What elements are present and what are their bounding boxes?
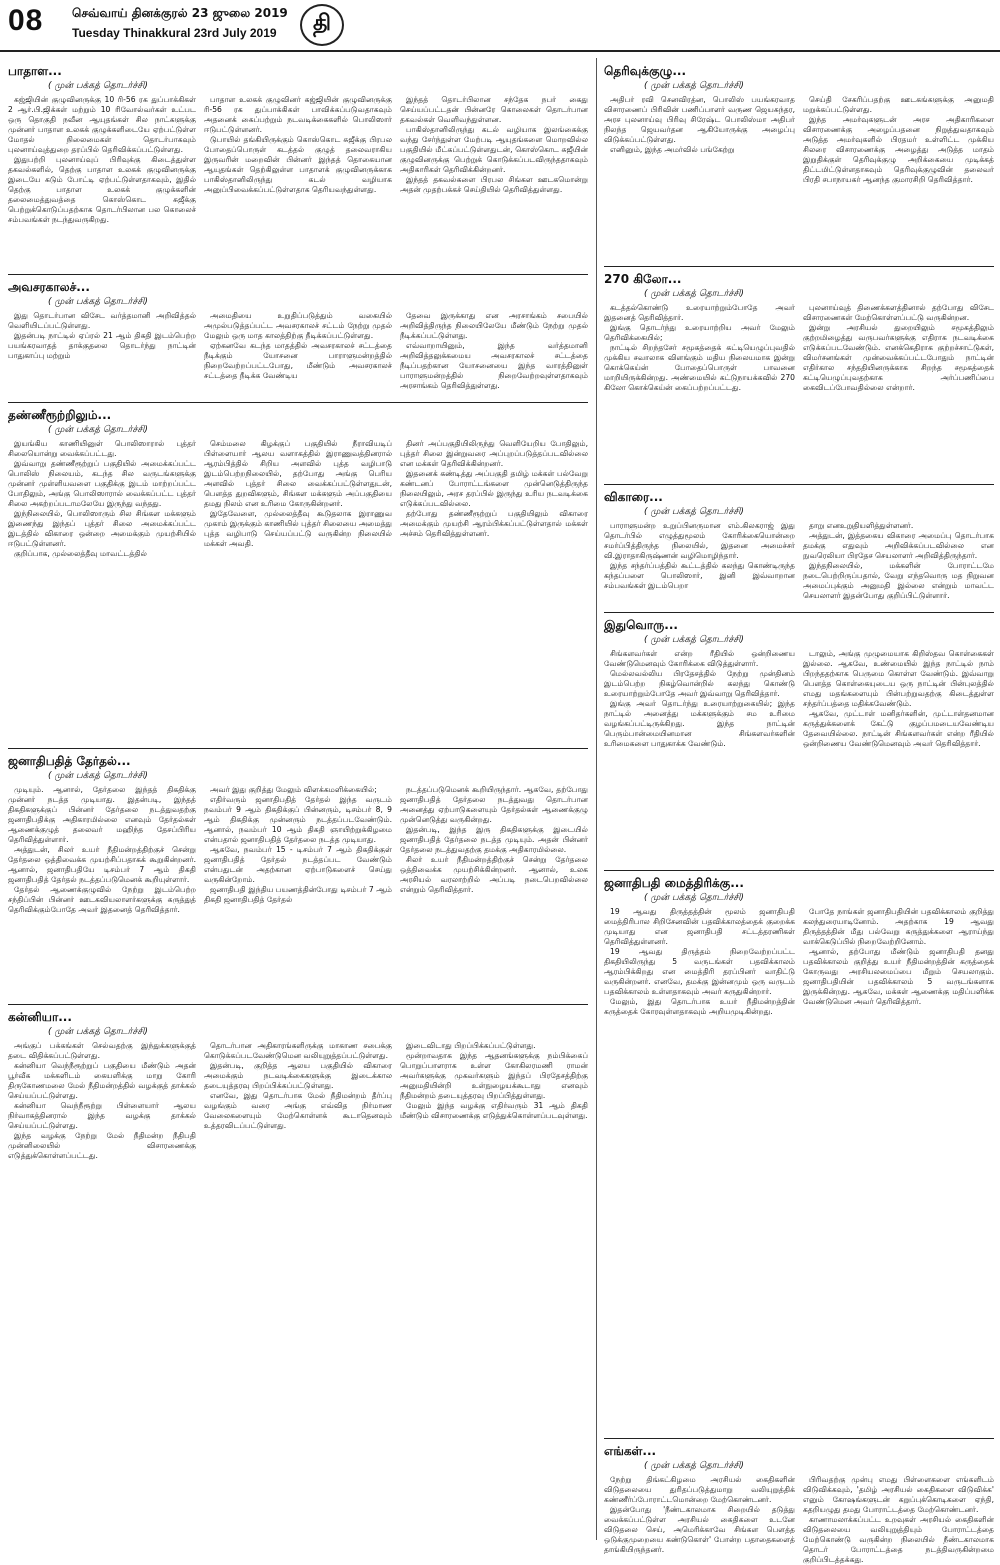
article-column <box>8 785 196 915</box>
article-kanniya <box>8 1008 588 1538</box>
article-column <box>803 521 994 601</box>
article-column <box>803 1475 994 1565</box>
article-paragraph: மெல்லவல்லிய பிரதேசத்தில் நேற்று முன்தினம் இடம்பெற்ற நிகழ்வொன்றில் கலந்து கொண்டு உரையாற்றும்போதே அவர் இவ்வாறு தெரிவித்தார். <box>604 669 795 699</box>
article-column <box>204 785 392 915</box>
article-paragraph: இந்த வழக்கு நேற்று மேல் நீதிமன்ற நீதிபதி முன்னிலையில் விசாரணைக்கு எடுத்துக்கொள்ளப்பட்டது. <box>8 1131 196 1161</box>
article-column <box>604 303 795 393</box>
article-paragraph: இங்கு தொடர்ந்து உரையாற்றிய அவர் மேலும் தெரிவிக்கையில்; <box>604 323 795 343</box>
article-column <box>803 649 994 749</box>
article-paragraph: முடியும். ஆனால், தேர்தலை இந்தத் திகதிக்கு முன்னர் நடத்த முடியாது. இதன்படி, இந்தத் திகதிகளுக்குப் பின்னர் தேர்தலை நடத்துவதற்கு ஜனாதிபதிக்கு அதிகாரமில்லை எனவும் தேர்தல்கள் ஆணைக்குழுத் தலைவர் மஹிந்த தேசப்பிரிய தெரிவித்துள்ளார். <box>8 785 196 845</box>
article-column <box>204 1041 392 1161</box>
article-column <box>803 95 994 185</box>
article-vikarai <box>604 488 994 608</box>
article-ithuvoru <box>604 616 994 866</box>
article-paragraph: கஜ்ஜியின் குழுவினருக்கு 10 ரி-56 ரக துப்பாக்கிகள் 2 ஆர்.பி.ஜிக்கள் மற்றும் 10 ரிவோல்வர்கள் உட்பட ஒரு தொகுதி நவீன ஆயுதங்கள் சில நாட்களுக்கு முன்னர் பாதாள உலகக் குழுக்களிடையே ஏற்பட்டுள்ள மோதல் நிலைமைகள் தொடர்பாகவும் புலனாய்வுத்துறை தரப்பில் தெரிவிக்கப்பட்டுள்ளது. <box>8 95 196 155</box>
article-columns <box>8 1041 588 1161</box>
article-paragraph: இதன்போது 'நீண்டகாலமாக சிறையில் தடுத்து வைக்கப்பட்டுள்ள அரசியல் கைதிகளை உடனே விடுதலை செய், அமெரிக்காவே சிங்கள பௌத்த ஒடுக்குமுறையை கண்டுகொள்' போன்ற பதாதைகளைத் தாங்கியிருந்தனர். <box>604 1505 795 1555</box>
article-column <box>8 311 196 391</box>
article-paragraph: இதன்படி, குறித்த ஆலய பகுதியில் விகாரை அமைக்கும் நடவடிக்கைகளுக்கு இடைக்கால தடையுத்தரவு பிறப்பிக்கப்பட்டுள்ளது. <box>204 1061 392 1091</box>
article-avasarakala <box>8 278 588 398</box>
article-theriyakuzhu <box>604 62 994 262</box>
article-paragraph: பாதாள உலகக் குழுவினர் கஜ்ஜியின் குழுவினருக்கு ரி-56 ரக துப்பாக்கிகள் பாவிக்கப்படுவதாகவும் அதனைக் கைப்பற்றும் நடவடிக்கைகளில் பொலிஸார் ஈடுபட்டுள்ளனர். <box>204 95 392 135</box>
article-paragraph: இதனைக் கண்டித்து அப்பகுதி தமிழ் மக்கள் பல்வேறு கண்டனப் போராட்டங்களை முன்னெடுத்திருந்த நிலையிலும், அரச தரப்பில் இருந்து உரிய நடவடிக்கை எடுக்கப்படவில்லை. <box>400 469 588 509</box>
article-columns <box>8 95 588 225</box>
article-columns <box>604 649 994 749</box>
article-paragraph: தேவை இருக்காது என அரசாங்கம் சபையில் அறிவித்திருந்த நிலையிலேயே மீண்டும் நேற்று முதல் நீடிக்கப்பட்டுள்ளது. <box>400 311 588 341</box>
section-rule <box>8 274 588 275</box>
article-headline: ஜனாதிபதி மைத்திரிக்கு... <box>604 876 744 890</box>
article-headline: தெரிவுக்குழு... <box>604 64 687 78</box>
article-paragraph: தேர்தல் ஆணைக்குழுவில் நேற்று இடம்பெற்ற சந்திப்பின் பின்னர் ஊடகவியலாளர்களுக்கு கருத்துத் தெரிவிக்கும்போதே அவர் இதனைத் தெரிவித்தார். <box>8 885 196 915</box>
article-headline: விகாரை... <box>604 490 663 504</box>
article-janathipathi <box>8 752 588 1000</box>
article-column <box>604 1475 795 1565</box>
article-paragraph: இந்த அமர்வுகளுடன் அரச அதிகாரிகளை விசாரணைக்கு அழைப்பதனை நிறுத்துவதாகவும் அடுத்த அமர்வுகளில் பிரதமர் உள்ளிட்ட முக்கிய சிலரை விசாரணைக்கு அழைத்து அடுத்த மாதம் இறுதிக்குள் தெரிவுக்குழு அறிக்கையை முடிக்கத் திட்டமிட்டுள்ளதாகவும் தெரிவுக்குழுவின் தலைவர் பிரதி சபாநாயகர் ஆனந்த குமாரசிறி தெரிவித்தார். <box>803 115 994 185</box>
article-paragraph: இந்தநிலையில், மக்களின் போராட்டமே நடைபெற்றிருப்பதால், வேறு எந்தவொரு மத நிறுவன அமைப்புக்கும் அனுமதி இல்லை என்றும் மாவட்ட செயலாளர் இதன்போது குறிப்பிட்டுள்ளார். <box>803 561 994 601</box>
continued-label: ( முன் பக்கத் தொடர்ச்சி) <box>48 771 148 781</box>
article-headline: தண்ணீரூற்றிலும்... <box>8 408 112 422</box>
article-paragraph: எதிர்வரும் ஜனாதிபதித் தேர்தல் இந்த வருடம் நவம்பர் 9 ஆம் திகதிக்குப் பின்னரும், டிசம்பர் 8, 9 ஆம் திகதிக்கு முன்னரும் நடத்தப்படவேண்டும். ஆனால், நவம்பர் 10 ஆம் திகதி ஞாயிற்றுக்கிழமை என்பதால் ஜனாதிபதித் தேர்தலை நடத்த முடியாது. <box>204 795 392 845</box>
article-paragraph: இந்தத் தகவல்களை பிரபல சிங்கள ஊடகமொன்று அதன் முதற்பக்கச் செய்தியில் தெரிவித்துள்ளது. <box>400 175 588 195</box>
article-columns <box>8 785 588 915</box>
continued-label: ( முன் பக்கத் தொடர்ச்சி) <box>644 1461 744 1471</box>
continued-label: ( முன் பக்கத் தொடர்ச்சி) <box>644 81 744 91</box>
article-paragraph: தாறு எனஉறுதியளித்துள்ளனர். <box>809 521 914 530</box>
section-rule <box>8 1004 588 1005</box>
article-paragraph: இவ்வாறு தண்ணீரூற்றுப் பகுதியில் அமைக்கப்பட்ட பொலிஸ் நிலையம், கடந்த சில வருடங்களுக்கு முன்னர் முள்ளியவளை பகுதிக்கு இடம் மாற்றப்பட்ட போதிலும், அங்கு பொலிஸாரால் வைக்கப்பட்ட புத்தர் சிலை அகற்றப்படாமலேயே இருந்து வந்தது. <box>8 459 196 509</box>
article-headline: கன்னியா... <box>8 1010 72 1024</box>
article-column <box>400 1041 588 1161</box>
article-headline: எங்கள்... <box>604 1444 657 1458</box>
article-headline: பாதாள... <box>8 64 62 78</box>
article-paragraph: டுபாயில் தங்கியிருக்கும் கொஸ்கொட சுஜீக்கு பிரபல போதைப்பொருள் கடத்தல் குழுத் தலைவராகிய இருவரின் மறைவின் பின்னர் இந்தத் தொகையான ஆயுதங்கள் தெற்கிலுள்ள பாதாளக் குழுவினருக்காக பாகிஸ்தானிலிருந்து கடல் வழியாக அனுப்பிவைக்கப்பட்டுள்ளதாக தெரியவந்துள்ளது. <box>204 135 392 195</box>
article-paragraph: அதிபர் ரவி செனவிரத்ன, பொலிஸ் பயங்கரவாத விசாரணைப் பிரிவின் பணிப்பாளர் வருண ஜெயசுந்தர, அரச புலனாய்வு பிரிவு சிரேஷ்ட பொலிஸ்மா அதிபர் நிலந்த ஜெயவர்தன ஆகியோருக்கு அழைப்பு விடுக்கப்பட்டுள்ளது. <box>604 95 795 145</box>
continued-label: ( முன் பக்கத் தொடர்ச்சி) <box>644 893 744 903</box>
article-thanneer <box>8 406 588 744</box>
date-line-tamil: செவ்வாய் தினக்குரல் 23 ஜுலை 2019 <box>72 6 288 20</box>
article-paragraph: எனினும், இந்த அமர்வில் பங்கேற்று <box>610 145 735 155</box>
article-paragraph: இயங்கிய காணியினுள் பொலிஸாரால் புத்தர் சிலையொன்று வைக்கப்பட்டது. <box>8 439 196 459</box>
article-paragraph: ஆனால், தற்போது மீண்டும் ஜனாதிபதி தனது பதவிக்காலம் குறித்து உயர் நீதிமன்றத்தின் கருத்தைக் கோருவது அரசியலமைப்பை மீறும் செயலாகும். ஜனாதிபதியின் பதவிக்காலம் 5 வருடங்களாக இருக்கின்றது. ஆகவே, மக்கள் ஆணைக்கு மதிப்பளிக்க வேண்டுமென அவர் தெரிவித்தார். <box>803 947 994 1007</box>
article-270kilo <box>604 270 994 480</box>
article-paragraph: பாகிஸ்தானிலிருந்து கடல் வழியாக இலங்கைக்கு வந்து சேர்ந்துள்ள மேற்படி ஆயுதங்களை மொறவில்ல பகுதியில் மீட்கப்பட்டுள்ளதுடன், கொஸ்கொட சுஜீயின் குழுவினருக்கு பெற்றுக் கொடுக்கப்படவிருந்ததாகவும் அதிகாரிகள் தெரிவிக்கின்றனர். <box>400 125 588 175</box>
article-paragraph: கன்னியா வெந்நீரூற்றுப் பகுதியை மீண்டும் அதன் பூர்வீக மக்களிடம் கையளிக்கு மாறு கோரி திருகோணமலை மேல் நீதிமன்றத்தில் வழக்குத் தாக்கல் செய்யப்பட்டுள்ளது. <box>8 1061 196 1101</box>
article-paragraph: ஏற்கனவே கடந்த மாதத்தில் அவசரகாலச் சட்டத்தை நீடிக்கும் யோசனை பாராளுமன்றத்தில் நிறைவேற்றப்பட்டபோது, மீண்டும் அவசரகாலச் சட்டத்தை நீடிக்க வேண்டிய <box>204 341 392 381</box>
article-headline: அவசரகாலச்... <box>8 280 90 294</box>
article-columns <box>8 311 588 391</box>
article-paragraph: இதுபற்றி புலனாய்வுப் பிரிவுக்கு கிடைத்துள்ள தகவல்களில், தெற்கு பாதாள உலகக் குழுவினருக்கு இடையே கடும் போட்டி ஏற்பட்டுள்ளதாகவும், இதில் தெற்கு பாதாள உலகக் குழுக்களின் தலைமைத்துவத்தை கொஸ்கொட சுஜீக்கு பெற்றுக்கொடுப்பதற்காக தொடர்பிலான பல கொலைச் சம்பவங்கள் நடந்துவருகிறது. <box>8 155 196 225</box>
article-paragraph: இந்நிலையில், பொலிஸாரும் சில சிங்கள மக்களும் இணைந்து இந்தப் புத்தர் சிலை அமைக்கப்பட்ட இடத்தில் விகாரை ஒன்றை அமைக்கும் முயற்சியில் ஈடுபட்டுள்ளனர். <box>8 509 196 549</box>
article-paragraph: மூன்றாவதாக இந்த ஆதனங்களுக்கு நம்பிக்கைப் பொறுப்பாளராக உள்ள கோகிலரமணி ராமன் அவர்களுக்கு முகவர்களும் இந்தப் பிரதேசத்திற்கு அனுமதியின்றி உள்நுழையக்கூடாது எனவும் நீதிமன்றம் தடையுத்தரவு பிறப்பித்துள்ளது. <box>400 1051 588 1101</box>
article-columns <box>604 907 994 1017</box>
article-column <box>204 439 392 559</box>
article-column <box>8 95 196 225</box>
continued-label: ( முன் பக்கத் தொடர்ச்சி) <box>48 81 148 91</box>
article-paragraph: அங்குப் பக்கங்கள் செல்வதற்கு இந்துக்களுக்குத் தடை விதிக்கப்பட்டுள்ளது. <box>8 1041 196 1061</box>
article-paragraph: கன்னியா வெந்நீரூற்று பிள்ளையார் ஆலய நிர்வாகத்தினரால் இந்த வழக்கு தாக்கல் செய்யப்பட்டுள்ளது. <box>8 1101 196 1131</box>
article-columns <box>604 1475 994 1565</box>
article-paragraph: தற்போது தண்ணீரூற்றுப் பகுதியிலும் விகாரை அமைக்கும் முயற்சி ஆரம்பிக்கப்பட்டுள்ளதால் மக்கள் அச்சம் தெரிவித்துள்ளனர். <box>400 509 588 539</box>
article-columns <box>8 439 588 559</box>
continued-label: ( முன் பக்கத் தொடர்ச்சி) <box>48 1027 148 1037</box>
article-paragraph: நேற்று திங்கட்கிழமை அரசியல் கைதிகளின் விடுதலையை துரிதப்படுத்துமாறு வலியுறுத்திக் கண்ணீர்ப்போராட்டமொன்றை மேற்கொண்டனர். <box>604 1475 795 1505</box>
article-paragraph: இங்கு அவர் தொடர்ந்து உரையாற்றுகையில்; இந்த நாட்டில் அனைத்து மக்களுக்கும் சம உரிமை வழங்கப்பட்டிருக்கிறது. இந்த நாட்டின் பெரும்பான்மையினமான சிங்களவர்களின் உரிமைகளை பாதுகாக்க வேண்டும். <box>604 699 795 749</box>
article-paragraph: நடத்தப்படுமெனக் கூறியிருந்தார். ஆகவே, தற்போது ஜனாதிபதித் தேர்தலை நடத்துவது தொடர்பான அனைத்து ஏற்பாடுகளையும் தேர்தல்கள் ஆணைக்குழு முன்னெடுத்து வருகின்றது. <box>400 785 588 825</box>
article-column <box>400 95 588 225</box>
article-paragraph: செய்தி சேகரிப்பதற்கு ஊடகங்களுக்கு அனுமதி மறுக்கப்பட்டுள்ளது. <box>803 95 994 115</box>
article-column <box>204 95 392 225</box>
section-rule <box>604 1438 994 1439</box>
article-column <box>604 649 795 749</box>
article-pathala <box>8 62 588 270</box>
article-paragraph: கடத்தல்கொண்டு உரையாற்றும்போதே அவர் இதனைத் தெரிவித்தார். <box>604 303 795 323</box>
article-paragraph: பிரிவதற்கு முன்பு எமது பிள்ளைகளை எங்களிடம் விடுவிக்கவும், 'தமிழ் அரசியல் கைதிகளை விடுவிக்க' எனும் கோஷங்களுடன் கறுப்புக்கொடிகளை ஏந்தி, கதறியழுது தமது போராட்டத்தை மேற்கொண்டனர். <box>803 1475 994 1515</box>
article-column <box>204 311 392 391</box>
article-paragraph: அத்துடன், இத்தகைய விகாரை அமைப்பு தொடர்பாக தமக்கு எதுவும் அறிவிக்கப்படவில்லை என நுவரெலியா பிரதேச செயலாளர் அறிவித்திருந்தார். <box>803 531 994 561</box>
article-column <box>400 311 588 391</box>
article-paragraph: செம்மலை கிழக்குப் பகுதியில் நீராவியடிப் பிள்ளையார் ஆலய வளாகத்தில் இராணுவத்தினரால் ஆரம்பித்தில் சிறிய அளவில் புத்த வழிபாடு இடம்பெற்றநிலையில், தற்போது அங்கு பெரிய அளவில் புத்தர் சிலை வைக்கப்பட்டுள்ளதுடன், பௌத்த துறவிகளும், சிங்கள மக்களும் அப்பகுதியை தமது நிலம் என உரிமை கோருகின்றனர். <box>204 439 392 509</box>
article-paragraph: எவ்வாறாயினும், இந்த வர்த்தமானி அறிவித்தலுக்கமைய அவசரகாலச் சட்டத்தை நீடிப்பதற்கான யோசனையை இந்த வாரத்தினுள் பாராளுமன்றத்தில் நிறைவேற்றவுள்ளதாகவும் அரசாங்கம் தெரிவித்துள்ளது. <box>400 341 588 391</box>
section-rule <box>604 612 994 613</box>
article-paragraph: இதன்படி, இந்த இரு திகதிகளுக்கு இடையில் ஜனாதிபதித் தேர்தலை நடத்த முடியும். அதன் பின்னர் தேர்தலை நடத்துவதற்கு தமக்கு அதிகாரமில்லை. <box>400 825 588 855</box>
article-paragraph: போதே நாங்கள் ஜனாதிபதியின் பதவிக்காலம் குறித்து கலந்துரையாடினோம். அதற்காக 19 ஆவது திருத்தத்தின் மீது பல்வேறு கருத்துக்களை ஆராய்ந்து வாக்கெடுப்பில் நிறைவேற்றினோம். <box>803 907 994 947</box>
section-rule <box>604 484 994 485</box>
article-paragraph: ஆகவே, நவம்பர் 15 - டிசம்பர் 7 ஆம் திகதிக்குள் ஜனாதிபதித் தேர்தல் நடத்தப்பட வேண்டும் என்பதுடன் அதற்கான ஏற்பாடுகளைச் செய்து வருகின்றோம். <box>204 845 392 885</box>
article-column <box>604 95 795 185</box>
article-columns <box>604 303 994 393</box>
article-headline: இதுவொரு... <box>604 618 678 632</box>
article-paragraph: இந்த சந்தர்ப்பத்தில் கூட்டத்தில் கலந்து கொண்டிருந்த கந்தப்பளை பொலிஸார், இனி இவ்வாறான சம்பவங்கள் இடம்பெறா <box>604 561 795 591</box>
article-columns <box>604 95 994 185</box>
article-paragraph: மேலும் இந்த வழக்கு எதிர்வரும் 31 ஆம் திகதி மீண்டும் விசாரணைக்கு எடுத்துக்கொள்ளப்படவுள்ளது. <box>400 1101 588 1121</box>
article-paragraph: டாலும், அங்கு முழுமையாக கிறிஸ்தவ கொள்கைகள் இல்லை. ஆகவே, உண்மையில் இந்த நாட்டில் நாம் பிறந்ததற்காக பெருமை கொள்ள வேண்டும். இவ்வாறு பௌத்த கொள்கையுடைய ஒரு நாட்டின் பின்புலத்தில் எமது மதங்களையும் பின்பற்றுவதற்கு கிடைத்துள்ள சந்தர்ப்பத்தை மதிக்கவேண்டும். <box>803 649 994 709</box>
article-column <box>604 907 795 1017</box>
article-column <box>400 785 588 915</box>
article-column <box>8 1041 196 1161</box>
article-paragraph: இந்தத் தொடர்பிலான சந்தேக நபர் கைது செய்யப்பட்டதன் பின்னரே கொலைகள் தொடர்பான தகவல்கள் வெளிவந்துள்ளன. <box>400 95 588 125</box>
section-rule <box>604 266 994 267</box>
article-columns <box>604 521 994 601</box>
article-paragraph: தினர் அப்பகுதியிலிருந்து வெளியேறிய போதிலும், புத்தர் சிலை இன்றுவரை அப்புறப்படுத்தப்படவில்லை என மக்கள் தெரிவிக்கின்றனர். <box>400 439 588 469</box>
article-paragraph: புலனாய்வுத் திணைக்களத்தினால் தற்போது விசேட விசாரணைகள் மேற்கொள்ளப்பட்டு வருகின்றன. <box>803 303 994 323</box>
column-divider <box>596 58 597 1540</box>
article-paragraph: சிங்களவர்கள் என்ற ரீதியில் ஒன்றிணைய வேண்டுமெனவும் கோரிக்கை விடுத்துள்ளார். <box>604 649 795 669</box>
article-headline: ஜனாதிபதித் தேர்தல்... <box>8 754 131 768</box>
article-paragraph: நாட்டில் சிறந்தசேர் சமூகத்தைக் கட்டியெழுப்புவதில் முக்கிய சவாலாக விளங்கும் மதிய நிலையமாக இன்று கொக்கெய்ன் போதைப்பொருள் பாவனை மாறியிருக்கின்றது. அண்மையில் கட்டுநாயக்கவில் 270 கிலோ கொக்கெய்ன் கைப்பற்றப்பட்டது. <box>604 343 795 393</box>
article-maithri <box>604 874 994 1434</box>
section-rule <box>8 748 588 749</box>
article-paragraph: இதன்படி நாட்டில் ஏப்ரல் 21 ஆம் திகதி இடம்பெற்ற பயங்கரவாதத் தாக்குதலை தொடர்ந்து நாட்டின் பாதுகாப்பு மற்றும் <box>8 331 196 361</box>
article-paragraph: அத்துடன், சிலர் உயர் நீதிமன்றத்திற்குச் சென்று தேர்தலை ஒத்திவைக்க முயற்சிப்பதாகக் கூறுகின்றனர். ஆனால், ஜனாதிபதியே டிசம்பர் 7 ஆம் திகதி ஜனாதிபதித் தேர்தல் நடத்தப்படுமெனக் கூறியுள்ளார். <box>8 845 196 885</box>
article-paragraph: இது தொடர்பான விசேட வர்த்தமானி அறிவித்தல் வெளியிடப்பட்டுள்ளது. <box>8 311 196 331</box>
article-paragraph: எனவே, இது தொடர்பாக மேல் நீதிமன்றம் தீர்ப்பு வழங்கும் வரை அங்கு எவ்வித நிர்மாண வேலைகளையும் மேற்கொள்ளக் கூடாதெனவும் உத்தரவிடப்பட்டுள்ளது. <box>204 1091 392 1131</box>
article-paragraph: குறிப்பாக, முல்லைத்தீவு மாவட்டத்தில் <box>14 549 147 559</box>
continued-label: ( முன் பக்கத் தொடர்ச்சி) <box>644 507 744 517</box>
date-line-english: Tuesday Thinakkural 23rd July 2019 <box>72 26 277 40</box>
article-paragraph: தொடர்பான அதிகாரங்களிருக்கு மாகாண சபைக்கு கொடுக்கப்படவேண்டுமென வலியுறுத்தப்பட்டுள்ளது. <box>204 1041 392 1061</box>
article-paragraph: இன்று அரசியல் துறையிலும் சமூகத்திலும் குற்றமிழைத்து வருபவர்களுக்கு எதிராக நடவடிக்கை எடுக்கப்படவேண்டும். எனக்கெதிராக குற்றச்சாட்டுகள், விமர்சனங்கள் முன்வைக்கப்பட்டபோதும் நாட்டின் எதிர்கால சந்ததியினருக்காக சிறந்த சமூகத்தைக் கட்டியெழுப்புவதற்காக அர்ப்பணிப்பை கைவிடப்போவதில்லை என்றார். <box>803 323 994 393</box>
article-paragraph: காணாமலாக்கப்பட்ட உறவுகள் அரசியல் கைதிகளின் விடுதலையை வலியுறுத்தியும் போராட்டத்தை மேற்கொண்டு வருகின்ற நிலையில் நீண்டகாலமாக தொடர் போராட்டத்தை நடத்திவருகின்றமை குறிப்பிடத்தக்கது. <box>803 1515 994 1565</box>
article-column <box>8 439 196 559</box>
continued-label: ( முன் பக்கத் தொடர்ச்சி) <box>644 635 744 645</box>
article-paragraph: அவர் இது குறித்து மேலும் விளக்கமளிக்கையில்; <box>210 785 377 794</box>
continued-label: ( முன் பக்கத் தொடர்ச்சி) <box>644 289 744 299</box>
article-paragraph: 19 ஆவது திருத்தத்தின் மூலம் ஜனாதிபதி மைத்திரிபால சிறிசேனவின் பதவிக்காலத்தைக் குறைக்க முடியாது என ஜனாதிபதி சட்டத்தரணிகள் தெரிவித்துள்ளனர். <box>604 907 795 947</box>
article-engal <box>604 1442 994 1565</box>
article-column <box>803 907 994 1017</box>
article-paragraph: 19 ஆவது திருத்தம் நிறைவேற்றப்பட்ட திகதியிலிருந்து 5 வருடங்கள் பதவிக்காலம் ஆரம்பிக்கிறது என மைத்திரி தரப்பினர் வாதிட்டு வருகின்றனர். எனவே, தமக்கு இன்னமும் ஒரு வருடம் பதவிக்காலம் உள்ளதாகவும் அவர் கருதுகின்றார். <box>604 947 795 997</box>
article-paragraph: ஜனாதிபதி இந்திய பயணத்தின்போது டிசம்பர் 7 ஆம் திகதி ஜனாதிபதித் தேர்தல் <box>204 885 392 905</box>
masthead <box>0 0 1000 52</box>
section-rule <box>8 402 588 403</box>
continued-label: ( முன் பக்கத் தொடர்ச்சி) <box>48 425 148 435</box>
newspaper-logo-icon: தி <box>300 4 344 46</box>
article-column <box>400 439 588 559</box>
article-paragraph: இதேவேளை, முல்லைத்தீவு கூடுதலாக இராணுவ முகாம் இருக்கும் காணியில் புத்தர் சிலையை அமைத்து புத்த வழிபாடு செய்யப்பட்டு வருகின்ற நிலையில் மக்கள் அவதி. <box>204 509 392 549</box>
section-rule <box>604 870 994 871</box>
article-paragraph: பாராளுமன்ற உறுப்பினருமான எம்.கிலகராஜ் இது தொடர்பில் எழுத்துமூலம் கோரிக்கையொன்றை சமர்ப்பித்திருந்த நிலையில், இதனை அமைச்சர் வி.இராதாகிருஷ்ணன் வழிமொழிந்தார். <box>604 521 795 561</box>
article-paragraph: ஆகவே, முட்டாள் மனிதர்களின், முட்டாள்தனமான கருத்துக்களைக் கேட்டு குழப்பமடையவேண்டிய தேவையில்லை. நாட்டின் சிங்களவர்கள் என்ற ரீதியில் ஒன்றிணைய வேண்டுமெனவும் அவர் தெரிவித்தார். <box>803 709 994 749</box>
page-number: 08 <box>8 4 44 37</box>
article-headline: 270 கிலோ... <box>604 272 682 286</box>
article-paragraph: மேலும், இது தொடர்பாக உயர் நீதிமன்றத்தின் கருத்தைக் கோரவுள்ளதாகவும் அறியமுடிகின்றது. <box>604 997 795 1017</box>
article-paragraph: சிலர் உயர் நீதிமன்றத்திற்குச் சென்று தேர்தலை ஒத்திவைக்க முயற்சிக்கின்றனர். ஆனால், உலக அரசியல் வரலாற்றில் அப்படி நடைபெறவில்லை என்றும் தெரிவித்தார். <box>400 855 588 895</box>
continued-label: ( முன் பக்கத் தொடர்ச்சி) <box>48 297 148 307</box>
article-paragraph: இடைவிடாது பிறப்பிக்கப்பட்டுள்ளது. <box>406 1041 536 1050</box>
article-paragraph: அமைதியை உறுதிப்படுத்தும் வகையில் அமுல்படுத்தப்பட்ட அவசரகாலச் சட்டம் நேற்று முதல் மேலும் ஒரு மாத காலத்திற்கு நீடிக்கப்பட்டுள்ளது. <box>204 311 392 341</box>
article-column <box>803 303 994 393</box>
article-column <box>604 521 795 601</box>
